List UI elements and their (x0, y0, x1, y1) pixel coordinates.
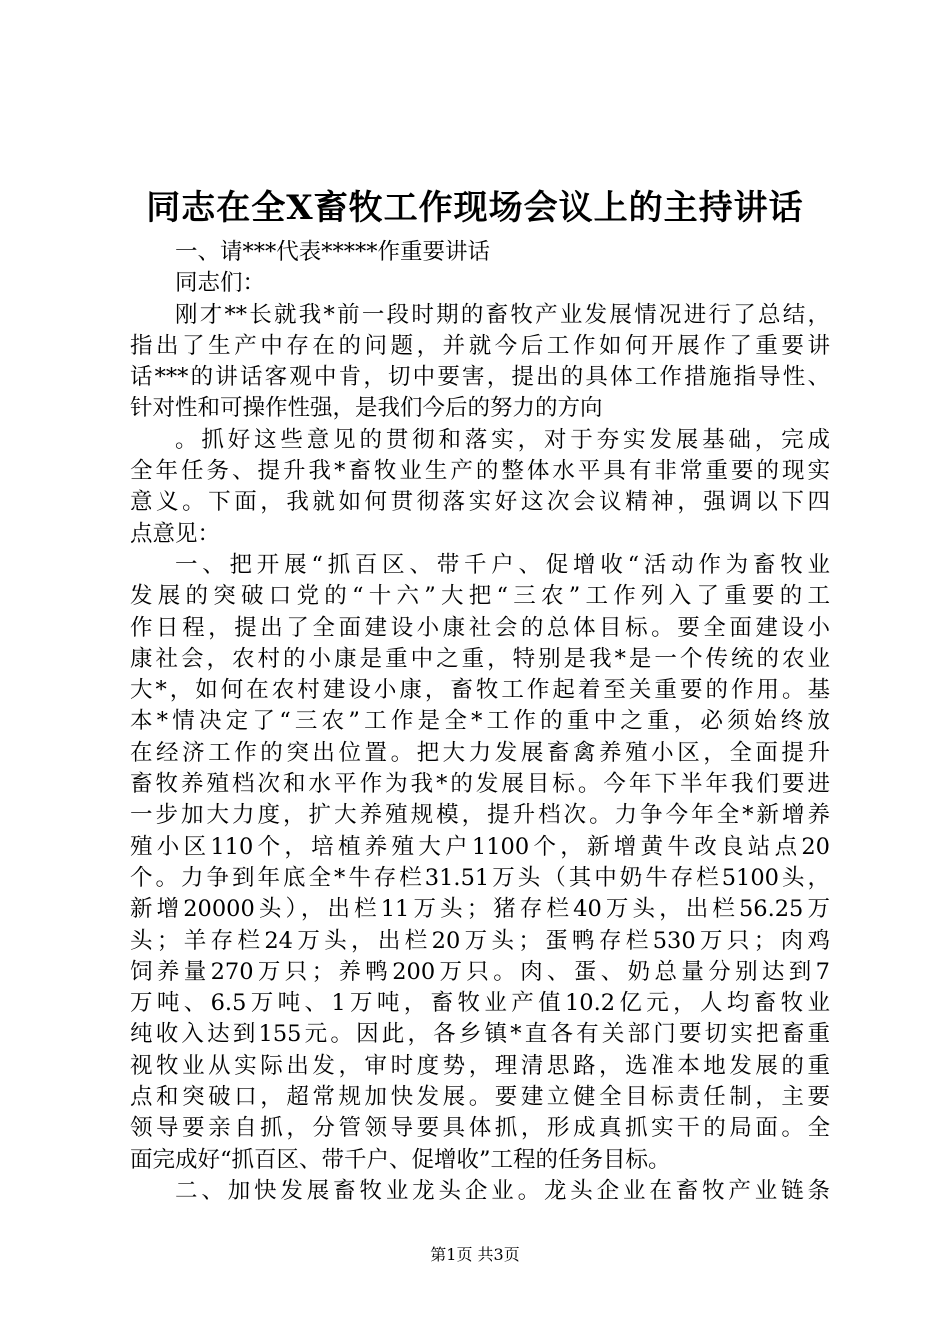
body-line: 针对性和可操作性强，是我们今后的努力的方向 (130, 395, 603, 422)
body-line: 头；羊存栏24万头，出栏20万头；蛋鸭存栏530万只；肉鸡 (130, 927, 830, 954)
body-line: 殖小区110个，培植养殖大户1100个，新增黄牛改良站点20 (130, 833, 830, 860)
body-line: 新增20000头），出栏11万头；猪存栏40万头，出栏56.25万 (130, 896, 830, 923)
body-line: 作日程，提出了全面建设小康社会的总体目标。要全面建设小 (130, 614, 830, 641)
body-line: 二、加快发展畜牧业龙头企业。龙头企业在畜牧产业链条 (175, 1177, 830, 1204)
body-line: 指出了生产中存在的问题，并就今后工作如何开展作了重要讲 (130, 332, 830, 359)
body-line: 意义。下面，我就如何贯彻落实好这次会议精神，强调以下四 (130, 489, 830, 516)
body-line: 点和突破口，超常规加快发展。要建立健全目标责任制，主要 (130, 1084, 830, 1111)
body-line: 万吨、6.5万吨、1万吨，畜牧业产值10.2亿元，人均畜牧业 (130, 990, 830, 1017)
body-line: 畜牧养殖档次和水平作为我*的发展目标。今年下半年我们要进 (130, 771, 830, 798)
body-line: 一步加大力度，扩大养殖规模，提升档次。力争今年全*新增养 (130, 802, 830, 829)
body-line: 全年任务、提升我*畜牧业生产的整体水平具有非常重要的现实 (130, 458, 830, 485)
body-line: 个。力争到年底全*牛存栏31.51万头（其中奶牛存栏5100头， (130, 864, 830, 891)
body-line: 在经济工作的突出位置。把大力发展畜禽养殖小区，全面提升 (130, 739, 830, 766)
body-line: 面完成好“抓百区、带千户、促增收”工程的任务目标。 (130, 1146, 671, 1173)
body-line: 同志们： (175, 270, 266, 297)
body-line: 一、把开展“抓百区、带千户、促增收“活动作为畜牧业 (175, 551, 830, 578)
document-title: 同志在全X畜牧工作现场会议上的主持讲话 (146, 188, 804, 228)
body-line: 话***的讲话客观中肯，切中要害，提出的具体工作措施指导性、 (130, 364, 830, 391)
body-line: 纯收入达到155元。因此，各乡镇*直各有关部门要切实把畜重 (130, 1021, 830, 1048)
body-line: 刚才**长就我*前一段时期的畜牧产业发展情况进行了总结， (175, 301, 830, 328)
body-line: 本*情决定了“三农”工作是全*工作的重中之重，必须始终放 (130, 708, 830, 735)
body-line: 康社会，农村的小康是重中之重，特别是我*是一个传统的农业 (130, 645, 830, 672)
body-line: 饲养量270万只；养鸭200万只。肉、蛋、奶总量分别达到7 (130, 958, 830, 985)
document-body (130, 237, 830, 1207)
body-line: 视牧业从实际出发，审时度势，理清思路，选准本地发展的重 (130, 1052, 830, 1079)
page-footer: 第1页 共3页 (430, 1245, 520, 1264)
body-line: 。抓好这些意见的贯彻和落实，对于夯实发展基础，完成 (175, 426, 830, 453)
body-line: 大*，如何在农村建设小康，畜牧工作起着至关重要的作用。基 (130, 677, 830, 704)
body-line: 发展的突破口党的“十六”大把“三农”工作列入了重要的工 (130, 583, 830, 610)
body-line: 一、请***代表*****作重要讲话 (175, 239, 491, 265)
body-line: 点意见： (130, 520, 221, 547)
body-line: 领导要亲自抓，分管领导要具体抓，形成真抓实干的局面。全 (130, 1115, 830, 1142)
